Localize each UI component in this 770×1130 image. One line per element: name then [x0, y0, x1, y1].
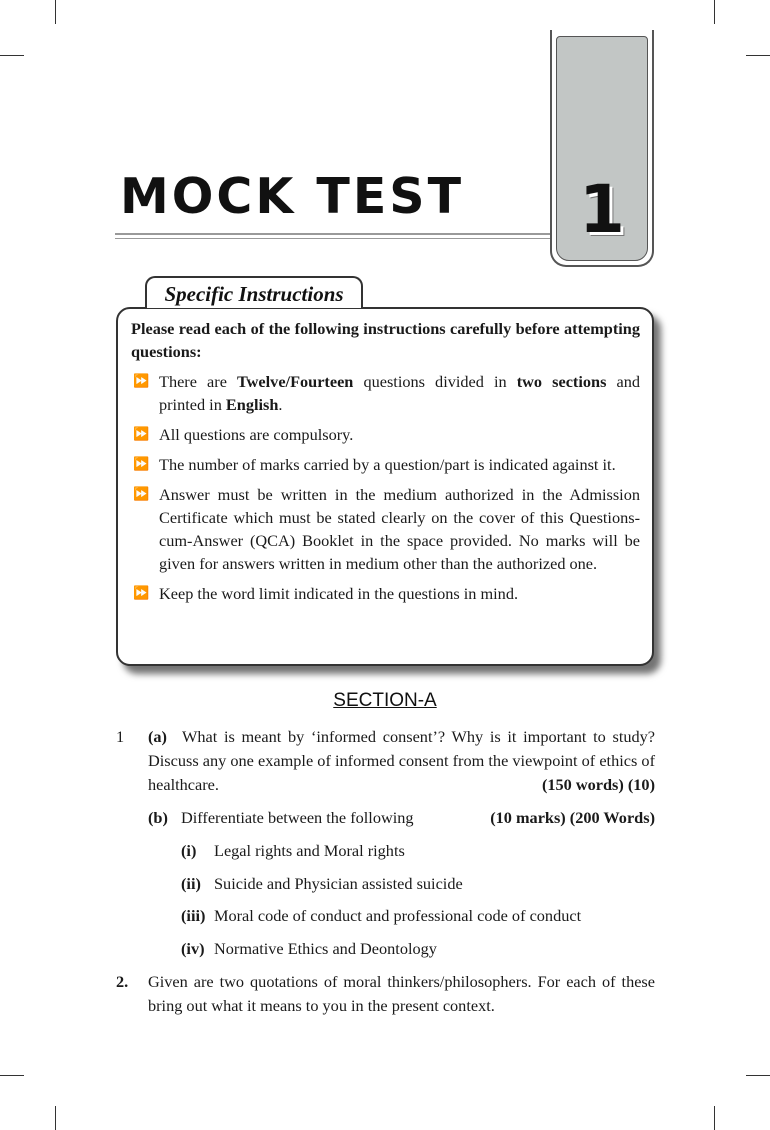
- test-number-panel: [556, 36, 648, 261]
- section-title: SECTION-A: [333, 690, 437, 711]
- instructions-lead: Please read each of the following instructions carefully before attempting questions:: [131, 319, 640, 361]
- subpart-label: (iv): [181, 939, 205, 958]
- test-number-tab: [550, 30, 654, 267]
- part-label: (a): [148, 727, 167, 746]
- title-rule: [115, 238, 551, 239]
- crop-mark: [714, 1106, 715, 1130]
- question-text: Given are two quotations of moral thinkers/philosophers. For each of these bring out what it means to you in the present context.: [148, 972, 655, 1015]
- marks-label: (150 words) (10): [541, 775, 655, 794]
- page-title: MOCK TEST: [120, 168, 465, 225]
- subpart-text: Legal rights and Moral rights: [214, 841, 405, 860]
- instruction-item: ⏩ All questions are compulsory.: [133, 425, 354, 444]
- subpart-label: (iii): [181, 906, 206, 925]
- question-text: Differentiate between the following: [181, 808, 414, 827]
- marks-label: (10 marks) (200 Words): [490, 808, 655, 827]
- question-number: 2.: [116, 972, 129, 991]
- double-chevron-right-icon: ⏩: [133, 457, 150, 472]
- instructions-heading: Specific Instructions: [164, 282, 344, 306]
- instruction-item: ⏩ Keep the word limit indicated in the questions in mind.: [133, 584, 519, 603]
- part-label: (b): [148, 808, 168, 827]
- instruction-item: ⏩ The number of marks carried by a question/part is indicated against it.: [133, 455, 616, 474]
- double-chevron-right-icon: ⏩: [133, 487, 150, 502]
- instruction-item: ⏩ There are Twelve/Fourteen questions divided in two sections and printed in English.: [133, 372, 640, 414]
- crop-mark: [746, 55, 770, 56]
- instructions-list: [131, 370, 640, 605]
- subpart-label: (i): [181, 841, 197, 860]
- double-chevron-right-icon: ⏩: [133, 586, 150, 601]
- crop-mark: [55, 1106, 56, 1130]
- crop-mark: [0, 55, 24, 56]
- crop-mark: [746, 1075, 770, 1076]
- crop-mark: [714, 0, 715, 24]
- subpart-text: Suicide and Physician assisted suicide: [214, 874, 463, 893]
- question-number: 1: [116, 727, 125, 746]
- double-chevron-right-icon: ⏩: [133, 374, 150, 389]
- test-number: 1: [579, 171, 625, 248]
- subpart-text: Moral code of conduct and professional code of conduct: [214, 906, 582, 925]
- instruction-item: ⏩ Answer must be written in the medium authorized in the Admission Certificate which must be stated clearly on the cover of this Questions-cum-Answer (QCA) Booklet in the space provided. No marks will be given for answers written in medium other than the authorized one.: [133, 485, 640, 573]
- double-chevron-right-icon: ⏩: [133, 427, 150, 442]
- subpart-label: (ii): [181, 874, 201, 893]
- question-text: What is meant by ‘informed consent’? Why is it important to study? Discuss any one example of informed consent from the viewpoint of ethics of healthcare.: [148, 727, 655, 794]
- instructions-box: [116, 307, 654, 666]
- crop-mark: [55, 0, 56, 24]
- subpart-text: Normative Ethics and Deontology: [214, 939, 437, 958]
- title-rule: [115, 233, 551, 235]
- crop-mark: [0, 1075, 24, 1076]
- instructions-heading-tab: [145, 276, 363, 308]
